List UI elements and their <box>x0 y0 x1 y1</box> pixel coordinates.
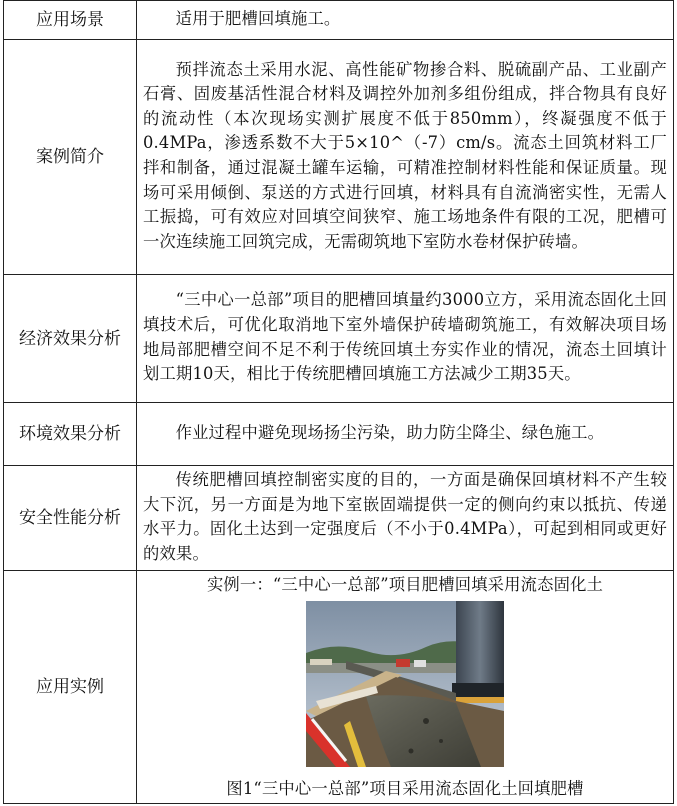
figure-caption: 图1“三中心一总部”项目采用流态固化土回填肥槽 <box>226 779 584 799</box>
row-case-intro <box>4 40 674 275</box>
text-case-intro: 预拌流态土采用水泥、高性能矿物掺合料、脱硫副产品、工业副产石膏、固废基活性混合材料及调控外加剂多组份组成，拌合物具有良好的流动性（本次现场实测扩展度不低于850mm），终凝强度不低于0.4MPa，渗透系数不大于5×10^（-7）cm/s。流态土回筑材料工厂拌和制备，通过混凝土罐车运输，可精准控制材料性能和保证质量。现场可采用倾倒、泵送的方式进行回填，材料具有自流淌密实性，无需人工振捣，可有效应对回填空间狭窄、施工场地条件有限的工况，肥槽可一次连续施工回筑完成，无需砌筑地下室防水卷材保护砖墙。 <box>143 59 667 251</box>
label-environment-analysis: 环境效果分析 <box>4 403 137 466</box>
text-economic-analysis: “三中心一总部”项目的肥槽回填量约3000立方，采用流态固化土回填技术后，可优化取消地下室外墙保护砖墙砌筑施工，有效解决项目场地局部肥槽空间不足不利于传统回填土夯实作业的情况，流态土回填计划工期10天，相比于传统肥槽回填施工方法减少工期35天。 <box>143 290 667 384</box>
row-safety-analysis <box>4 466 674 571</box>
label-case-intro: 案例简介 <box>4 40 137 275</box>
row-application-scene <box>4 1 674 40</box>
site-photo <box>306 601 504 767</box>
label-application-example: 应用实例 <box>4 571 137 804</box>
text-application-scene: 适用于肥槽回填施工。 <box>175 8 341 28</box>
text-environment-analysis: 作业过程中避免现场扬尘污染，助力防尘降尘、绿色施工。 <box>175 422 605 442</box>
text-safety-analysis: 传统肥槽回填控制密实度的目的，一方面是确保回填材料不产生较大下沉，另一方面是为地下室嵌固端提供一定的侧向约束以抵抗、传递水平力。固化土达到一定强度后（不小于0.4MPa），可起到相同或更好的效果。 <box>143 470 667 563</box>
label-safety-analysis: 安全性能分析 <box>4 466 137 571</box>
document-table <box>3 0 674 804</box>
label-economic-analysis: 经济效果分析 <box>4 275 137 403</box>
example-title: 实例一：“三中心一总部”项目肥槽回填采用流态固化土 <box>206 575 604 595</box>
row-economic-analysis <box>4 275 674 403</box>
row-environment-analysis <box>4 403 674 466</box>
row-application-example <box>4 571 674 804</box>
label-application-scene: 应用场景 <box>4 1 137 40</box>
